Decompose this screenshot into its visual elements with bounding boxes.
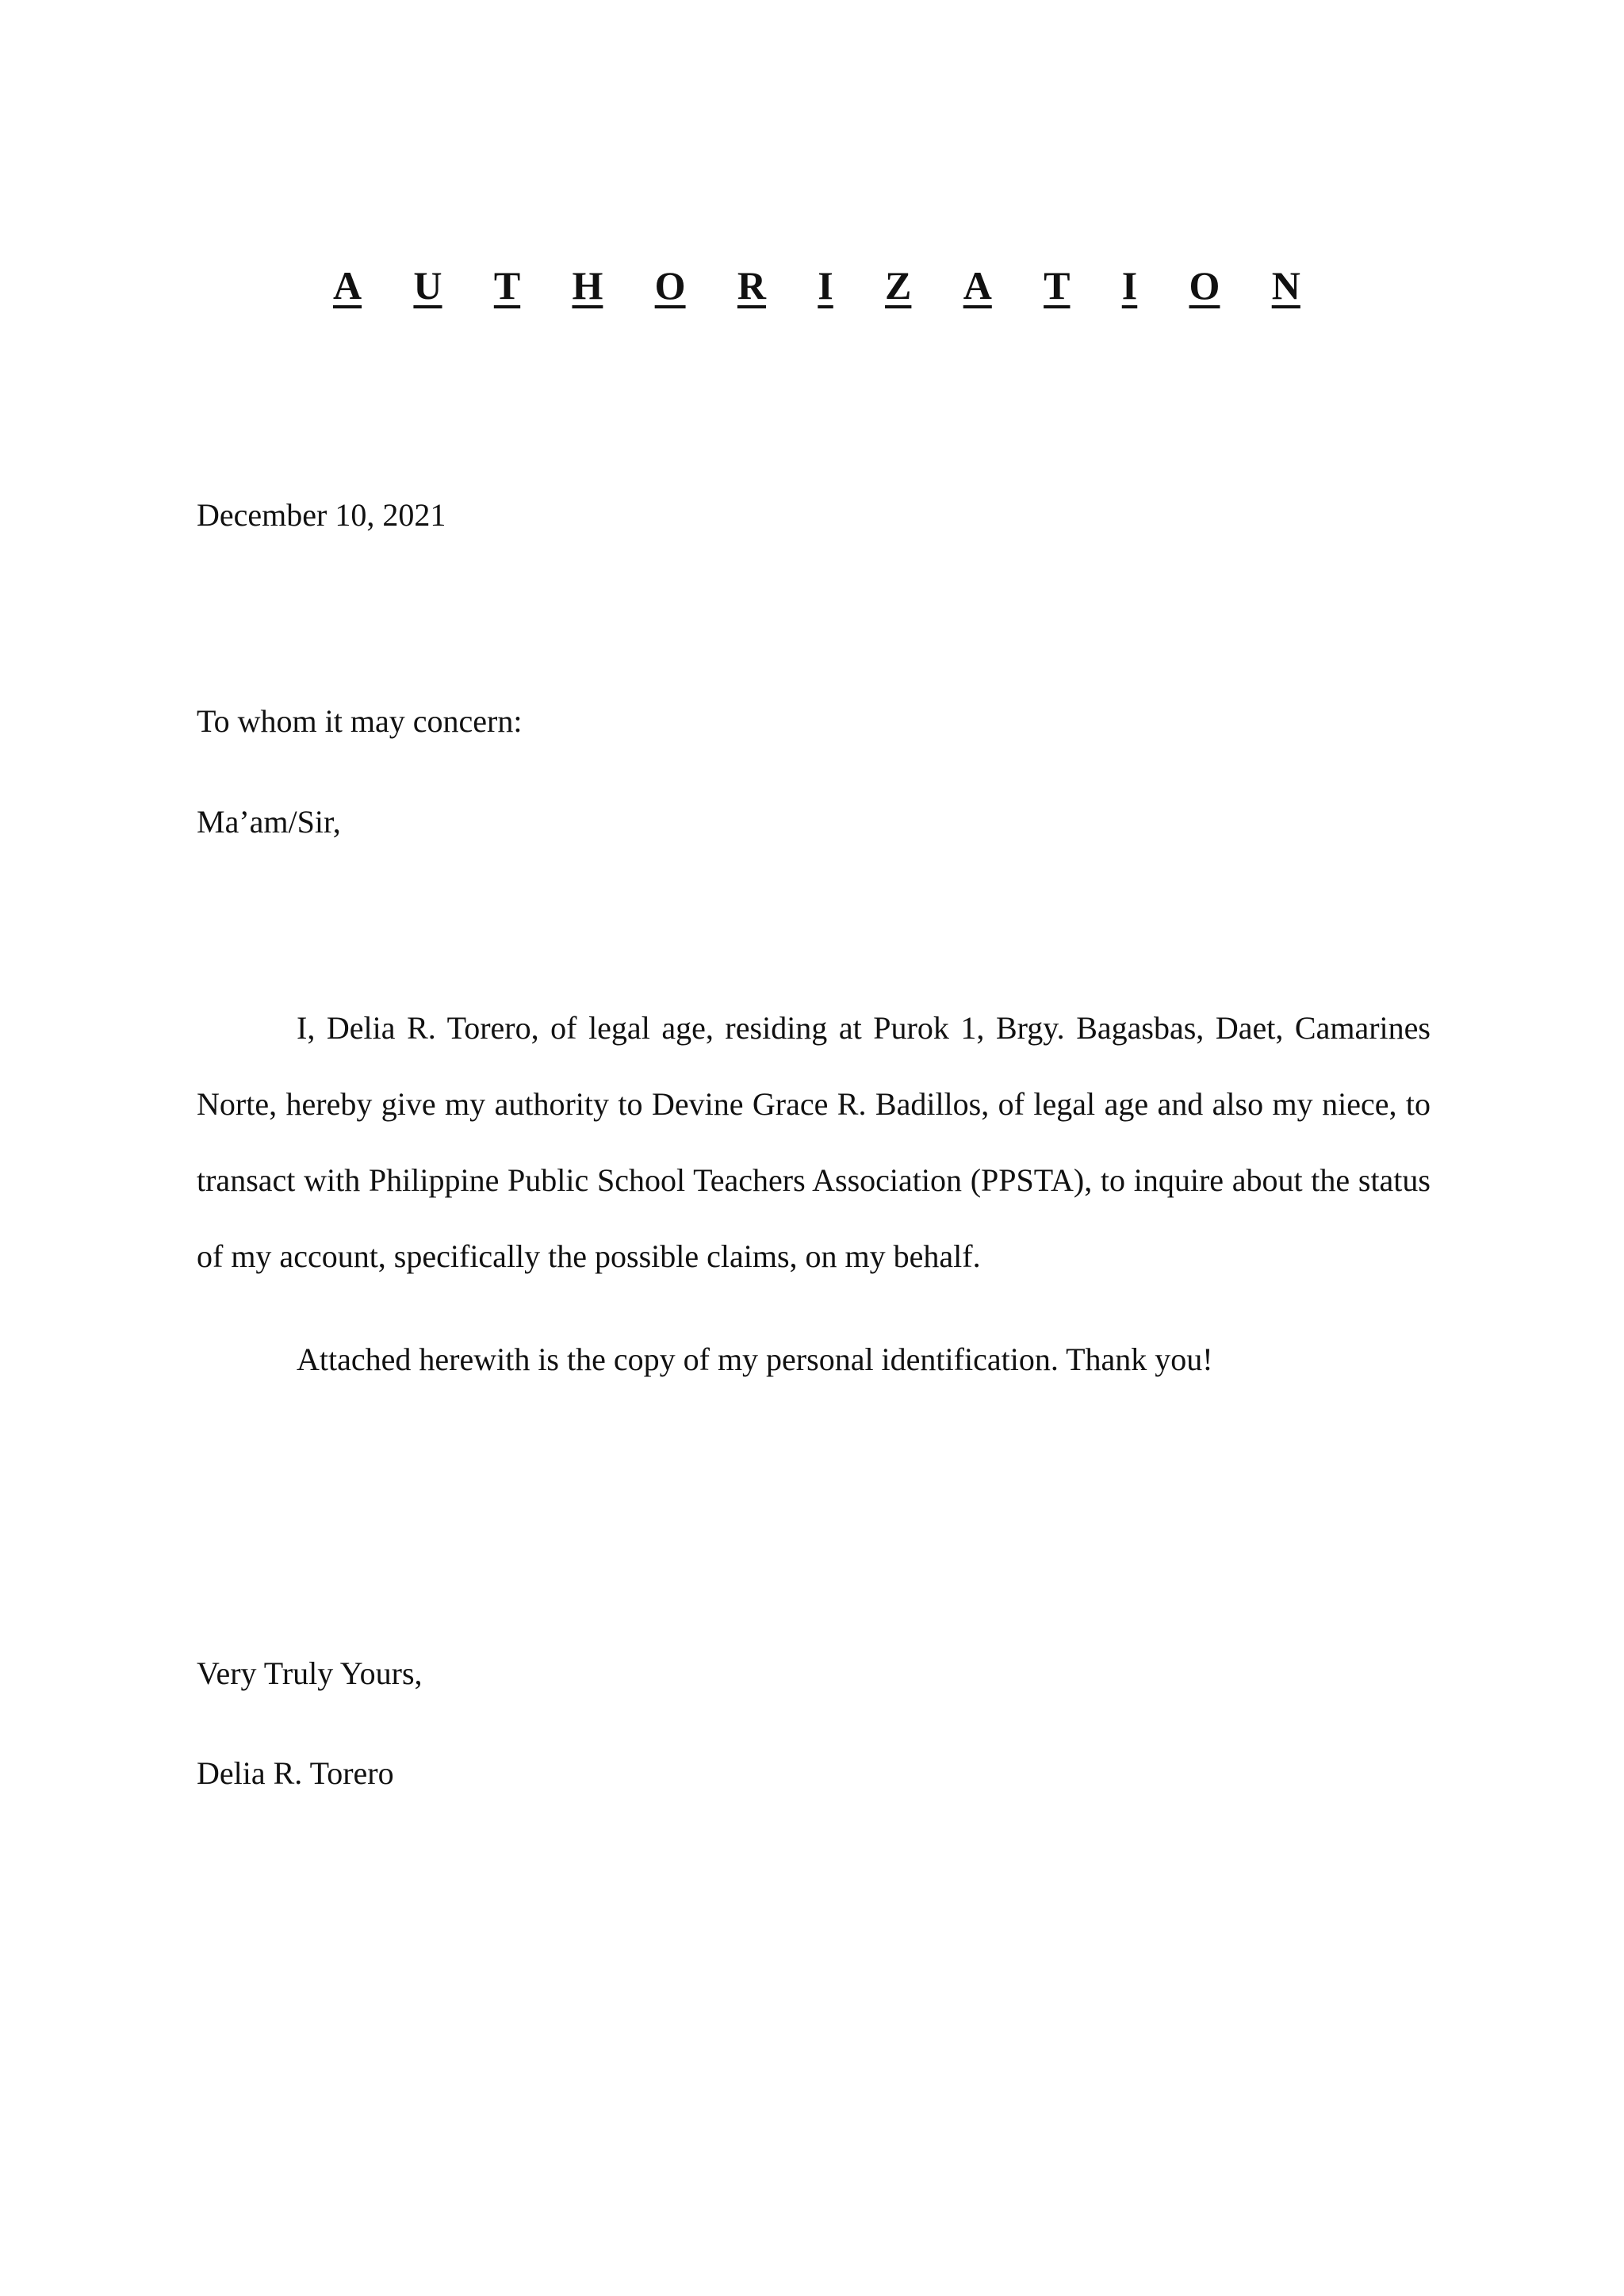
title-letter: T <box>1044 263 1071 308</box>
closing-line: Very Truly Yours, <box>197 1655 423 1691</box>
title-letter: A <box>963 263 992 308</box>
title-letter: I <box>1121 263 1138 308</box>
letter-date: December 10, 2021 <box>197 497 446 533</box>
attachment-paragraph: Attached herewith is the copy of my personal identification. Thank you! <box>297 1341 1213 1377</box>
title-letter: I <box>818 263 833 308</box>
title-letter: O <box>654 263 686 308</box>
authorization-paragraph: I, Delia R. Torero, of legal age, residing at Purok 1, Brgy. Bagasbas, Daet, Camarines Norte, hereby give my authority to Devine Grace R. Badillos, of legal age and also my niece, to transact with Philippine Public School Teachers Association (PPSTA), to inquire about the status of my account, specifically the possible claims, on my behalf. <box>197 1010 1431 1274</box>
title-letter: H <box>572 263 603 308</box>
title-letter: N <box>1271 263 1300 308</box>
title-letter: U <box>413 263 442 308</box>
title-letter: A <box>333 263 362 308</box>
salutation-line: To whom it may concern: <box>197 703 523 739</box>
document-title <box>333 262 1300 309</box>
signatory-name: Delia R. Torero <box>197 1755 394 1791</box>
title-letter: O <box>1189 263 1220 308</box>
title-letter: T <box>493 263 521 308</box>
title-letter: Z <box>885 263 912 308</box>
title-letter: R <box>737 263 766 308</box>
salutation-address: Ma’am/Sir, <box>197 804 341 840</box>
